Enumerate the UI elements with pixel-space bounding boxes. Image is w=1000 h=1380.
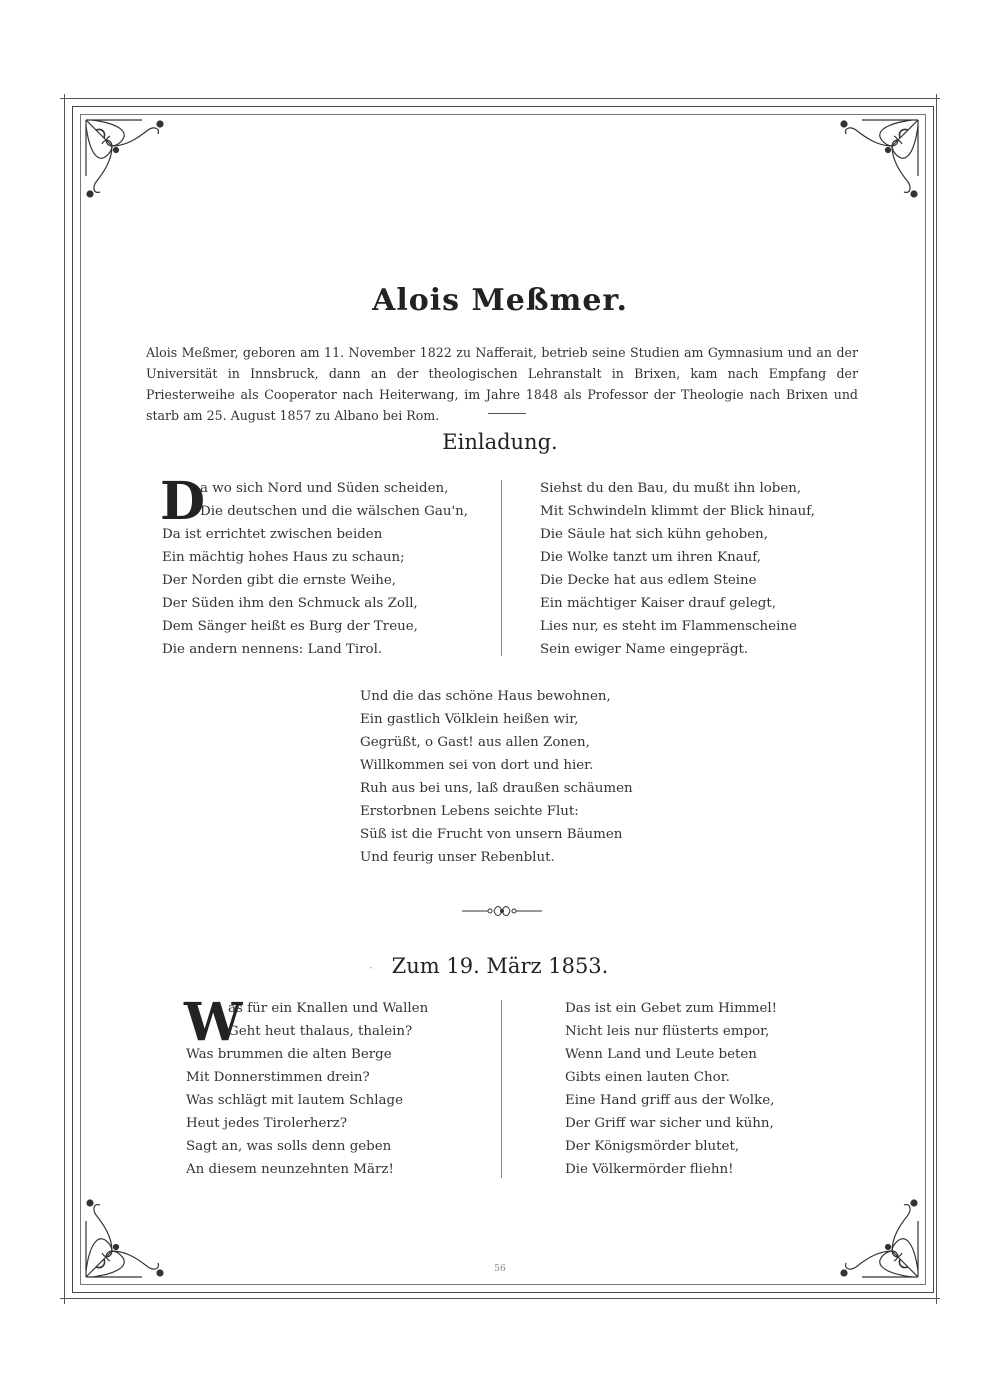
corner-ornament-icon <box>822 116 922 216</box>
column-divider <box>501 480 502 656</box>
verse-line: Was schlägt mit lautem Schlage <box>186 1093 404 1108</box>
verse-line: An diesem neunzehnten März! <box>186 1162 394 1177</box>
verse-line: Sagt an, was solls denn geben <box>186 1139 392 1154</box>
verse-line: Eine Hand griff aus der Wolke, <box>565 1093 775 1108</box>
frame-line-right <box>936 94 937 1304</box>
poem-title-einladung: Einladung. <box>442 430 558 454</box>
verse-line: Ein mächtiger Kaiser drauf gelegt, <box>540 596 776 611</box>
author-biography: Alois Meßmer, geboren am 11. November 1822 zu Nafferait, betrieb seine Studien am Gymnasium und an der Universität in Innsbruck, dann an der theologischen Lehranstalt in Brixen, kam nach Empfang der Priesterweihe als Cooperator nach Heiterwang, im Jahre 1848 als Professor der Theologie nach Brixen und starb am 25. August 1857 zu Albano bei Rom. <box>146 345 858 423</box>
poem2-dropcap: W <box>184 992 243 1053</box>
verse-line: Und die das schöne Haus bewohnen, <box>360 689 611 704</box>
poem1-center-stanza <box>360 685 680 869</box>
poem2-left-column <box>184 992 486 1181</box>
verse-line: Gibts einen lauten Chor. <box>565 1070 730 1085</box>
page-number: 56 <box>494 1264 506 1274</box>
verse-line: Ein mächtig hohes Haus zu schaun; <box>162 550 405 565</box>
column-divider <box>501 1000 502 1178</box>
verse-line: Die Wolke tanzt um ihren Knauf, <box>540 550 762 565</box>
verse-line: Und feurig unser Rebenblut. <box>360 850 555 865</box>
verse-line: Die andern nennens: Land Tirol. <box>162 642 383 657</box>
frame-line-left <box>64 94 65 1304</box>
verse-line: Der Norden gibt die ernste Weihe, <box>162 573 397 588</box>
poem1-left-column <box>160 471 492 661</box>
poem-title-zum-19-maerz: Zum 19. März 1853. <box>391 954 609 978</box>
frame-line-top <box>60 98 940 99</box>
verse-line: Der Griff war sicher und kühn, <box>565 1116 774 1131</box>
stray-mark: · <box>369 961 373 975</box>
verse-line: Dem Sänger heißt es Burg der Treue, <box>162 619 418 634</box>
page-title: Alois Meßmer. <box>372 283 628 318</box>
corner-ornament-icon <box>82 116 182 216</box>
verse-line: Mit Schwindeln klimmt der Blick hinauf, <box>540 504 815 519</box>
verse-line: Siehst du den Bau, du mußt ihn loben, <box>540 481 802 496</box>
verse-line: Nicht leis nur flüsterts empor, <box>565 1024 770 1039</box>
poem2-right-column <box>565 997 825 1181</box>
poem1-right-column <box>540 477 840 661</box>
poem1-dropcap: D <box>160 471 206 532</box>
verse-line: Geht heut thalaus, thalein? <box>228 1024 413 1039</box>
verse-line: Die deutschen und die wälschen Gau'n, <box>200 504 469 519</box>
verse-line: Süß ist die Frucht von unsern Bäumen <box>360 827 623 842</box>
verse-line: Ein gastlich Völklein heißen wir, <box>360 712 579 727</box>
verse-line: Erstorbnen Lebens seichte Flut: <box>360 804 579 819</box>
verse-line: Die Völkermörder fliehn! <box>565 1162 734 1177</box>
verse-line: Ruh aus bei uns, laß draußen schäumen <box>360 781 633 796</box>
verse-line: Der Königsmörder blutet, <box>565 1139 740 1154</box>
verse-line: Was brummen die alten Berge <box>186 1047 392 1062</box>
verse-line: Die Säule hat sich kühn gehoben, <box>540 527 769 542</box>
verse-line: Heut jedes Tirolerherz? <box>186 1116 348 1131</box>
verse-line: Die Decke hat aus edlem Steine <box>540 573 757 588</box>
verse-line: a wo sich Nord und Süden scheiden, <box>200 481 449 496</box>
verse-line: Willkommen sei von dort und hier. <box>360 758 594 773</box>
verse-line: Lies nur, es steht im Flammenscheine <box>540 619 797 634</box>
verse-line: Gegrüßt, o Gast! aus allen Zonen, <box>360 735 590 750</box>
section-divider-rule <box>488 413 526 414</box>
ornament-divider-icon <box>460 903 544 919</box>
verse-line: as für ein Knallen und Wallen <box>228 1001 429 1016</box>
verse-line: Der Süden ihm den Schmuck als Zoll, <box>162 596 418 611</box>
frame-line-bottom <box>60 1298 940 1299</box>
verse-line: Mit Donnerstimmen drein? <box>186 1070 370 1085</box>
verse-line: Wenn Land und Leute beten <box>565 1047 757 1062</box>
verse-line: Da ist errichtet zwischen beiden <box>162 527 383 542</box>
verse-line: Das ist ein Gebet zum Himmel! <box>565 1001 778 1016</box>
verse-line: Sein ewiger Name eingeprägt. <box>540 642 749 657</box>
